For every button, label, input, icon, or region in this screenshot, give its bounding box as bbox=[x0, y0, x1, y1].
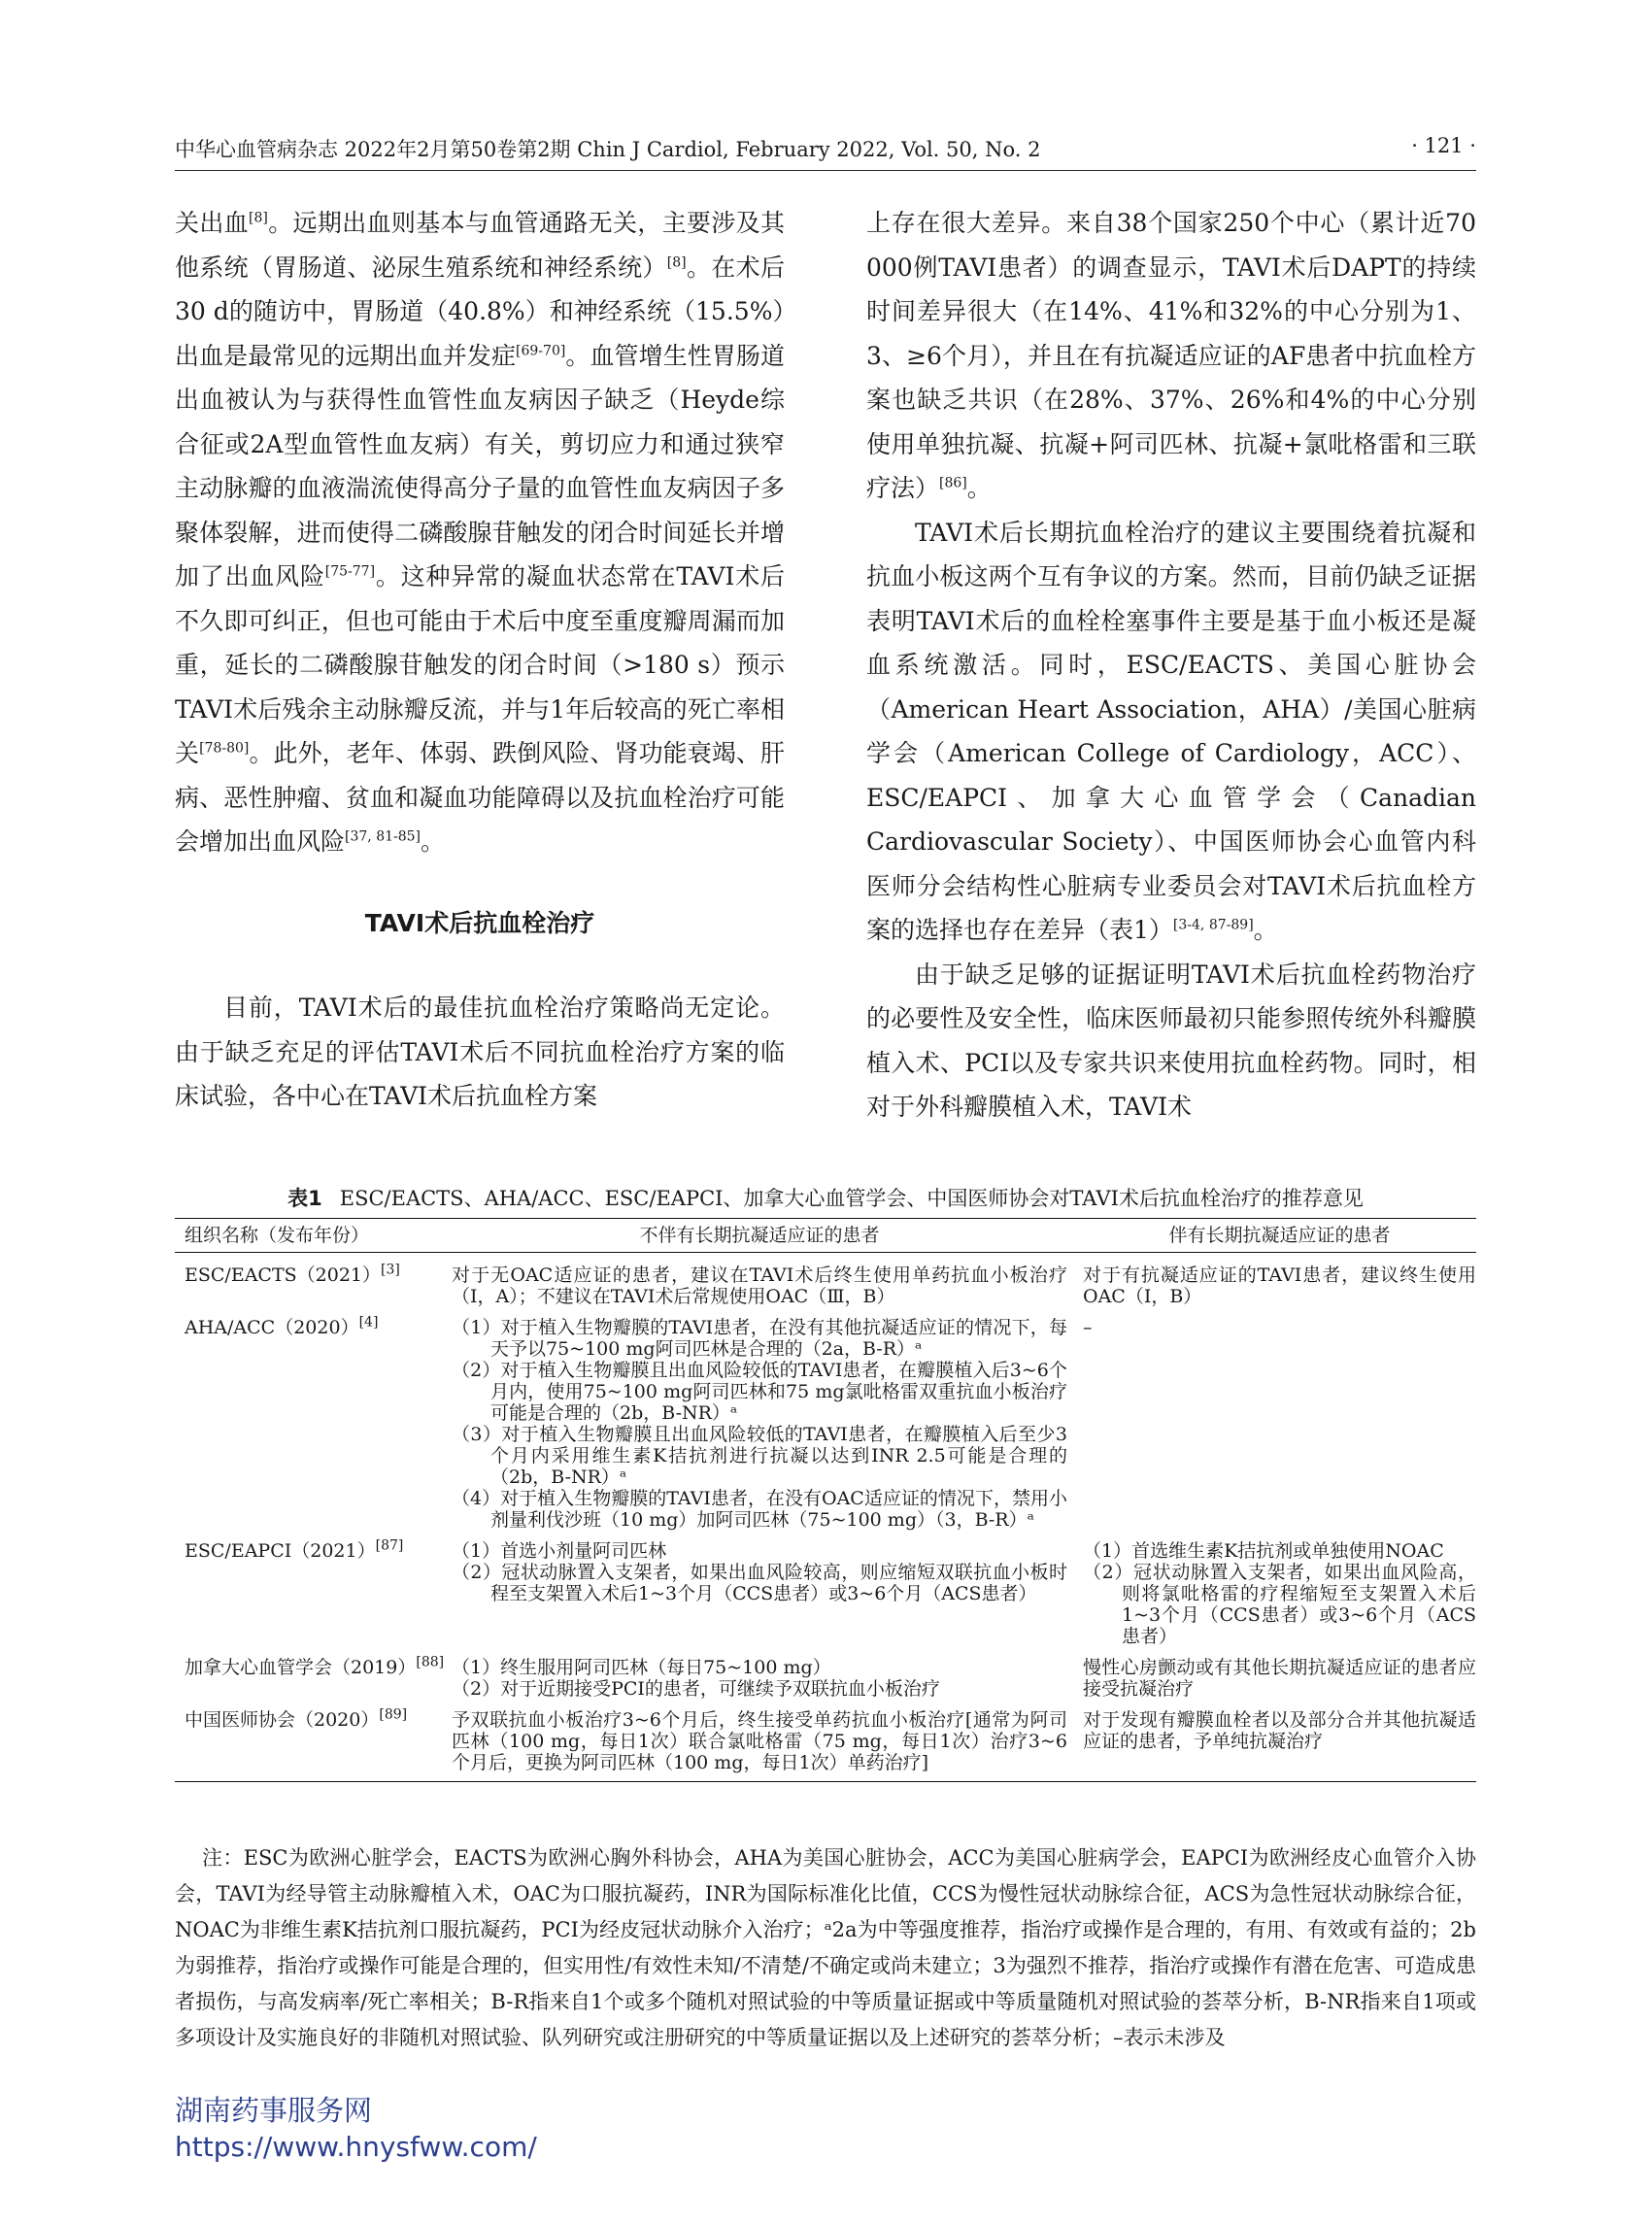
org-name: ESC/EACTS（2021） bbox=[185, 1264, 381, 1286]
recommendation-table bbox=[175, 1218, 1476, 1782]
section-heading: TAVI术后抗血栓治疗 bbox=[364, 908, 595, 937]
column-header: 组织名称（发布年份） bbox=[185, 1225, 370, 1246]
citation-ref: [89] bbox=[379, 1706, 408, 1723]
table-label: 表1 bbox=[287, 1187, 322, 1210]
column-header: 伴有长期抗凝适应证的患者 bbox=[1168, 1225, 1391, 1246]
text-run: 。 bbox=[421, 827, 446, 856]
right-paragraph-3: 由于缺乏足够的证据证明TAVI术后抗血栓药物治疗的必要性及安全性，临床医师最初只能参照传统外科瓣膜植入术、PCI以及专家共识来使用抗血栓药物。同时，相对于外科瓣膜植入术，TAVI术 bbox=[866, 960, 1476, 1121]
recommendation-item: （2）冠状动脉置入支架者，如果出血风险较高，则应缩短双联抗血小板时程至支架置入术后1~3个月（CCS患者）或3~6个月（ACS患者） bbox=[452, 1562, 1067, 1604]
without-anticoag-cell bbox=[452, 1540, 1083, 1647]
recommendation-item: （2）对于近期接受PCI的患者，可继续予双联抗血小板治疗 bbox=[452, 1678, 940, 1700]
right-column bbox=[866, 201, 1476, 1129]
without-anticoag-cell bbox=[452, 1317, 1083, 1531]
table-notes-text: 注：ESC为欧洲心脏学会，EACTS为欧洲心胸外科协会，AHA为美国心脏协会，ACC为美国心脏病学会，EAPCI为欧洲经皮心血管介入协会，TAVI为经导管主动脉瓣植入术，OAC为口服抗凝药，INR为国际标准化比值，CCS为慢性冠状动脉综合征，ACS为急性冠状动脉综合征，NOAC为非维生素K拮抗剂口服抗凝药，PCI为经皮冠状动脉介入治疗；ᵃ2a为中等强度推荐，指治疗或操作是合理的，有用、有效或有益的；2b为弱推荐，指治疗或操作可能是合理的，但实用性/有效性未知/不清楚/不确定或尚未建立；3为强烈不推荐，指治疗或操作有潜在危害、可造成患者损伤，与高发病率/死亡率相关；B-R指来自1个或多个随机对照试验的中等质量证据或中等质量随机对照试验的荟萃分析，B-NR指来自1项或多项设计及实施良好的非随机对照试验、队列研究或注册研究的中等质量证据以及上述研究的荟萃分析；–表示未涉及 bbox=[175, 1846, 1476, 2049]
right-paragraph-1 bbox=[866, 201, 1476, 511]
recommendation-item: （2）冠状动脉置入支架者，如果出血风险高，则将氯吡格雷的疗程缩短至支架置入术后1~3个月（CCS患者）或3~6个月（ACS患者） bbox=[1083, 1562, 1476, 1647]
without-anticoag-cell bbox=[452, 1657, 1083, 1700]
org-cell bbox=[175, 1264, 452, 1307]
org-cell bbox=[175, 1654, 452, 1700]
citation-ref: [3-4, 87-89] bbox=[1172, 917, 1254, 933]
citation-ref: [3] bbox=[381, 1262, 400, 1278]
table-row bbox=[175, 1654, 1476, 1700]
citation-ref: [4] bbox=[358, 1314, 379, 1331]
text-run: 。 bbox=[966, 474, 992, 502]
without-anticoag-cell bbox=[452, 1709, 1083, 1773]
table-header-row bbox=[175, 1219, 1476, 1252]
left-paragraph-2: 目前，TAVI术后的最佳抗血栓治疗策略尚无定论。由于缺乏充足的评估TAVI术后不同抗血栓治疗方案的临床试验，各中心在TAVI术后抗血栓方案 bbox=[175, 994, 785, 1110]
recommendation-item: 予双联抗血小板治疗3~6个月后，终生接受单药抗血小板治疗[通常为阿司匹林（100 mg，每日1次）联合氯吡格雷（75 mg，每日1次）治疗3~6个月后，更换为阿司匹林（100 mg，每日1次）单药治疗] bbox=[452, 1709, 1067, 1773]
citation-ref: [88] bbox=[416, 1654, 445, 1670]
recommendation-item: 对于无OAC适应证的患者，建议在TAVI术后终生使用单药抗血小板治疗（Ⅰ，A）；不建议在TAVI术后常规使用OAC（Ⅲ，B） bbox=[452, 1264, 1067, 1307]
citation-ref: [86] bbox=[939, 475, 967, 491]
text-run: 。血管增生性胃肠道出血被认为与获得性血管性血友病因子缺乏（Heyde综合征或2A型血管性血友病）有关，剪切应力和通过狭窄主动脉瓣的血液湍流使得高分子量的血管性血友病因子多聚体裂解，进而使得二磷酸腺苷触发的闭合时间延长并增加了出血风险 bbox=[175, 341, 785, 590]
recommendation-item: 对于发现有瓣膜血栓者以及部分合并其他抗凝适应证的患者，予单纯抗凝治疗 bbox=[1083, 1709, 1476, 1752]
text-run: TAVI术后长期抗血栓治疗的建议主要围绕着抗凝和抗血小板这两个互有争议的方案。然而，目前仍缺乏证据表明TAVI术后的血栓栓塞事件主要是基于血小板还是凝血系统激活。同时，ESC/EACTS、美国心脏协会（American Heart Association，AHA）/美国心脏病学会（American College of Cardiology，ACC）、ESC/EAPCI、加拿大心血管学会（Canadian Cardiovascular Society）、中国医师协会心血管内科医师分会结构性心脏病专业委员会对TAVI术后抗血栓方案的选择也存在差异（表1） bbox=[866, 518, 1476, 944]
recommendation-item: （1）首选小剂量阿司匹林 bbox=[452, 1540, 667, 1562]
with-anticoag-cell bbox=[1083, 1709, 1476, 1773]
table-caption bbox=[175, 1183, 1476, 1212]
table-row bbox=[175, 1706, 1476, 1773]
text-run: 。 bbox=[1253, 916, 1278, 944]
without-anticoag-cell bbox=[452, 1264, 1083, 1307]
table-row bbox=[175, 1537, 1476, 1647]
table-bottom-rule bbox=[175, 1781, 1476, 1782]
recommendation-item: （3）对于植入生物瓣膜且出血风险较低的TAVI患者，在瓣膜植入后至少3个月内采用维生素K拮抗剂进行抗凝以达到INR 2.5可能是合理的（2b，B-NR）ᵃ bbox=[452, 1424, 1067, 1488]
header-rule bbox=[175, 170, 1476, 171]
text-run: 。这种异常的凝血状态常在TAVI术后不久即可纠正，但也可能由于术后中度至重度瓣周漏而加重，延长的二磷酸腺苷触发的闭合时间（>180 s）预示TAVI术后残余主动脉瓣反流，并与1年后较高的死亡率相关 bbox=[175, 562, 785, 767]
with-anticoag-cell bbox=[1083, 1540, 1476, 1647]
watermark bbox=[175, 2092, 537, 2166]
running-header bbox=[175, 134, 1476, 163]
citation-ref: [75-77] bbox=[324, 563, 376, 580]
with-anticoag-cell bbox=[1083, 1317, 1476, 1531]
recommendation-item: （2）对于植入生物瓣膜且出血风险较低的TAVI患者，在瓣膜植入后3~6个月内，使用75~100 mg阿司匹林和75 mg氯吡格雷双重抗血小板治疗可能是合理的（2b，B-NR）ᵃ bbox=[452, 1360, 1067, 1424]
watermark-url[interactable]: https://www.hnysfww.com/ bbox=[175, 2131, 537, 2163]
table-caption-text: ESC/EACTS、AHA/ACC、ESC/EAPCI、加拿大心血管学会、中国医师协会对TAVI术后抗血栓治疗的推荐意见 bbox=[339, 1187, 1364, 1210]
recommendation-item: 对于有抗凝适应证的TAVI患者，建议终生使用OAC（Ⅰ，B） bbox=[1083, 1264, 1476, 1307]
org-name: 中国医师协会（2020） bbox=[185, 1709, 380, 1731]
with-anticoag-cell bbox=[1083, 1264, 1476, 1307]
text-run: 上存在很大差异。来自38个国家250个中心（累计近70 000例TAVI患者）的调查显示，TAVI术后DAPT的持续时间差异很大（在14%、41%和32%的中心分别为1、3、≥6个月），并且在有抗凝适应证的AF患者中抗血栓方案也缺乏共识（在28%、37%、26%和4%的中心分别使用单独抗凝、抗凝+阿司匹林、抗凝+氯吡格雷和三联疗法） bbox=[866, 209, 1476, 502]
watermark-site-name: 湖南药事服务网 bbox=[175, 2094, 373, 2127]
citation-ref: [69-70] bbox=[516, 343, 566, 359]
org-cell bbox=[175, 1706, 452, 1773]
column-header: 不伴有长期抗凝适应证的患者 bbox=[639, 1225, 880, 1246]
text-run: 。远期出血则基本与血管通路无关，主要涉及其他系统（胃肠道、泌尿生殖系统和神经系统） bbox=[175, 209, 785, 282]
org-name: ESC/EAPCI（2021） bbox=[185, 1540, 376, 1562]
citation-ref: [8] bbox=[666, 254, 687, 271]
page-number: · 121 · bbox=[1411, 134, 1476, 157]
recommendation-item: – bbox=[1083, 1317, 1093, 1338]
recommendation-item: 慢性心房颤动或有其他长期抗凝适应证的患者应接受抗凝治疗 bbox=[1083, 1657, 1476, 1700]
recommendation-item: （1）终生服用阿司匹林（每日75~100 mg） bbox=[452, 1657, 831, 1678]
text-run: 关出血 bbox=[175, 209, 250, 237]
citation-ref: [78-80] bbox=[199, 740, 250, 757]
journal-citation: 中华心血管病杂志 2022年2月第50卷第2期 Chin J Cardiol, February 2022, Vol. 50, No. 2 bbox=[175, 138, 1041, 161]
recommendation-item: （4）对于植入生物瓣膜的TAVI患者，在没有OAC适应证的情况下，禁用小剂量利伐沙班（10 mg）加阿司匹林（75~100 mg）（3，B-R）ᵃ bbox=[452, 1488, 1067, 1531]
recommendation-item: （1）首选维生素K拮抗剂或单独使用NOAC bbox=[1083, 1540, 1444, 1562]
citation-ref: [8] bbox=[249, 210, 268, 226]
text-run: 。在术后30 d的随访中，胃肠道（40.8%）和神经系统（15.5%）出血是最常见的远期出血并发症 bbox=[175, 253, 785, 370]
recommendation-item: （1）对于植入生物瓣膜的TAVI患者，在没有其他抗凝适应证的情况下，每天予以75~100 mg阿司匹林是合理的（2a，B-R）ᵃ bbox=[452, 1317, 1067, 1360]
table-body bbox=[175, 1253, 1476, 1781]
org-name: AHA/ACC（2020） bbox=[185, 1317, 359, 1338]
left-column bbox=[175, 201, 785, 1119]
left-paragraph-1 bbox=[175, 201, 785, 864]
org-cell bbox=[175, 1314, 452, 1531]
org-cell bbox=[175, 1537, 452, 1647]
table-row bbox=[175, 1264, 1476, 1307]
with-anticoag-cell bbox=[1083, 1657, 1476, 1700]
right-paragraph-2 bbox=[866, 511, 1476, 953]
citation-ref: [87] bbox=[375, 1537, 404, 1554]
citation-ref: [37, 81-85] bbox=[345, 828, 421, 845]
org-name: 加拿大心血管学会（2019） bbox=[185, 1657, 417, 1678]
table-row bbox=[175, 1314, 1476, 1531]
text-run: 。此外，老年、体弱、跌倒风险、肾功能衰竭、肝病、恶性肿瘤、贫血和凝血功能障碍以及抗血栓治疗可能会增加出血风险 bbox=[175, 739, 785, 856]
table-notes bbox=[175, 1840, 1476, 2056]
